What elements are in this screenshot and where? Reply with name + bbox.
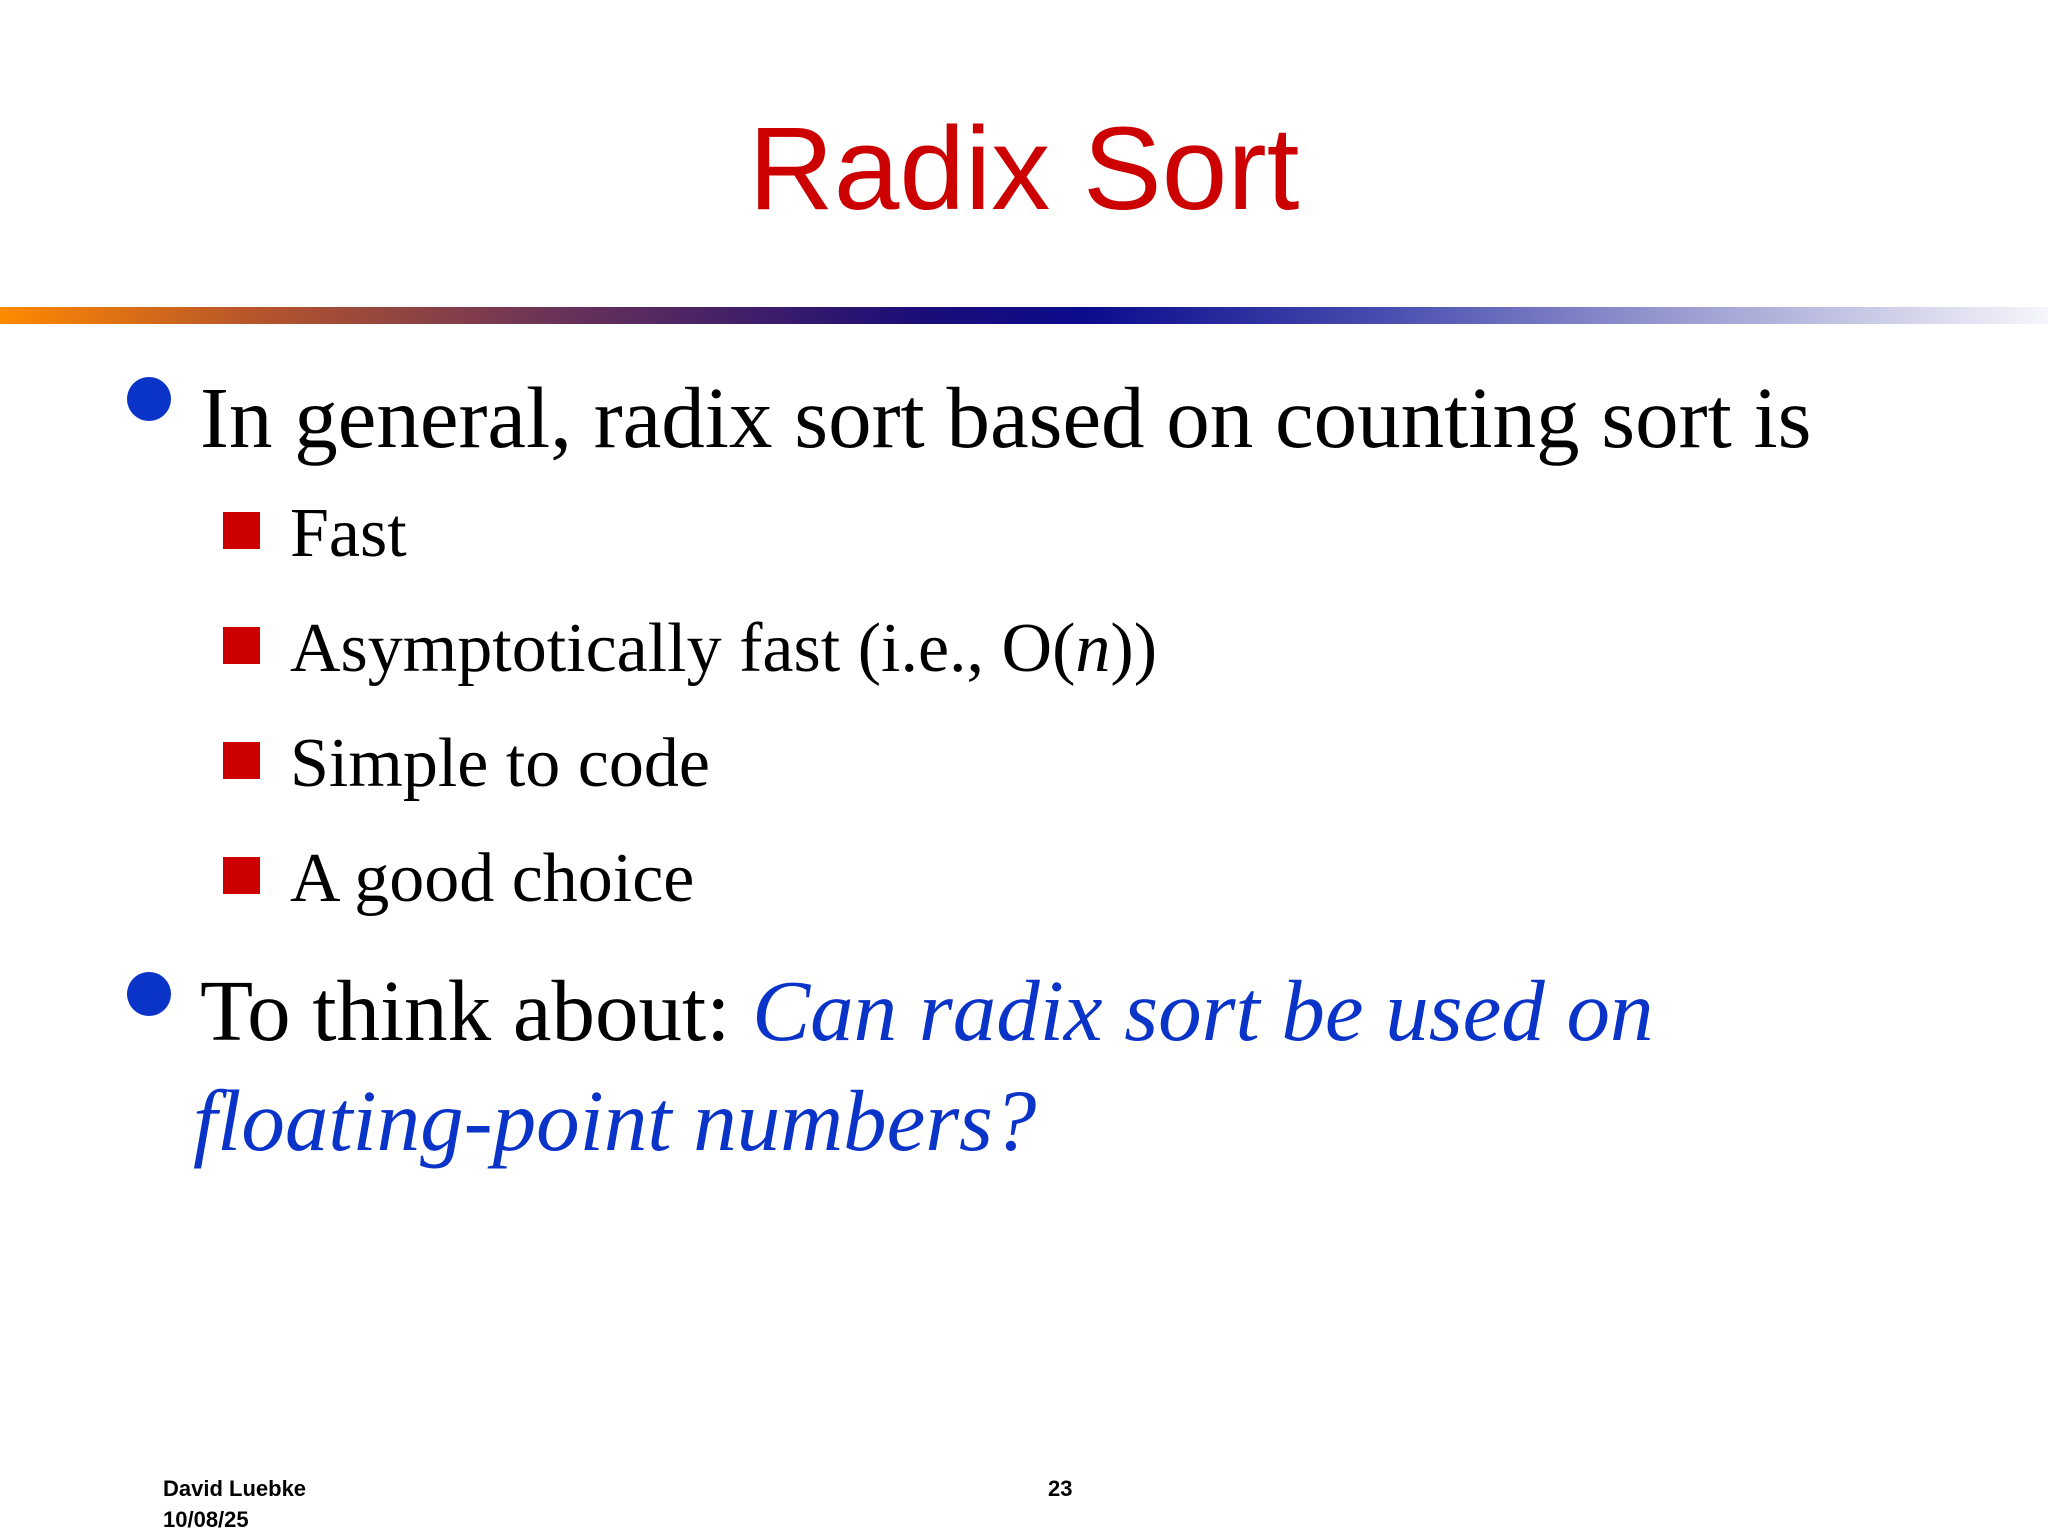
footer-date: 10/08/25 (163, 1507, 249, 1532)
subitem-fast (290, 489, 407, 579)
slide-number: 23 (1048, 1476, 1073, 1501)
subitem-text: A good choice (290, 840, 695, 917)
variable-n: n (1075, 610, 1111, 687)
square-bullet-icon (223, 742, 260, 779)
question-line-1: Can radix sort be used on (752, 962, 1654, 1059)
footer-author: David Luebke (163, 1476, 307, 1501)
subitem-good-choice (290, 834, 694, 924)
title-divider (0, 307, 2048, 324)
bullet-general (200, 363, 1812, 473)
subitem-simple (290, 719, 710, 809)
square-bullet-icon (223, 857, 260, 894)
bullet-text: In general, radix sort based on counting sort is (200, 369, 1812, 466)
think-about-label: To think about: (200, 962, 753, 1059)
square-bullet-icon (223, 512, 260, 549)
bullet-dot-icon (127, 972, 171, 1016)
subitem-text-pre: Asymptotically fast (i.e., O( (290, 610, 1076, 687)
subitem-text: Fast (290, 495, 407, 572)
slide-title: Radix Sort (748, 103, 1300, 235)
bullet-dot-icon (127, 377, 171, 421)
question-line-2: floating-point numbers? (193, 1072, 1037, 1169)
subitem-text: Simple to code (290, 725, 710, 802)
subitem-text-post: )) (1110, 610, 1158, 687)
subitem-asymptotic (290, 604, 1157, 694)
square-bullet-icon (223, 627, 260, 664)
bullet-think-about (200, 956, 1654, 1066)
